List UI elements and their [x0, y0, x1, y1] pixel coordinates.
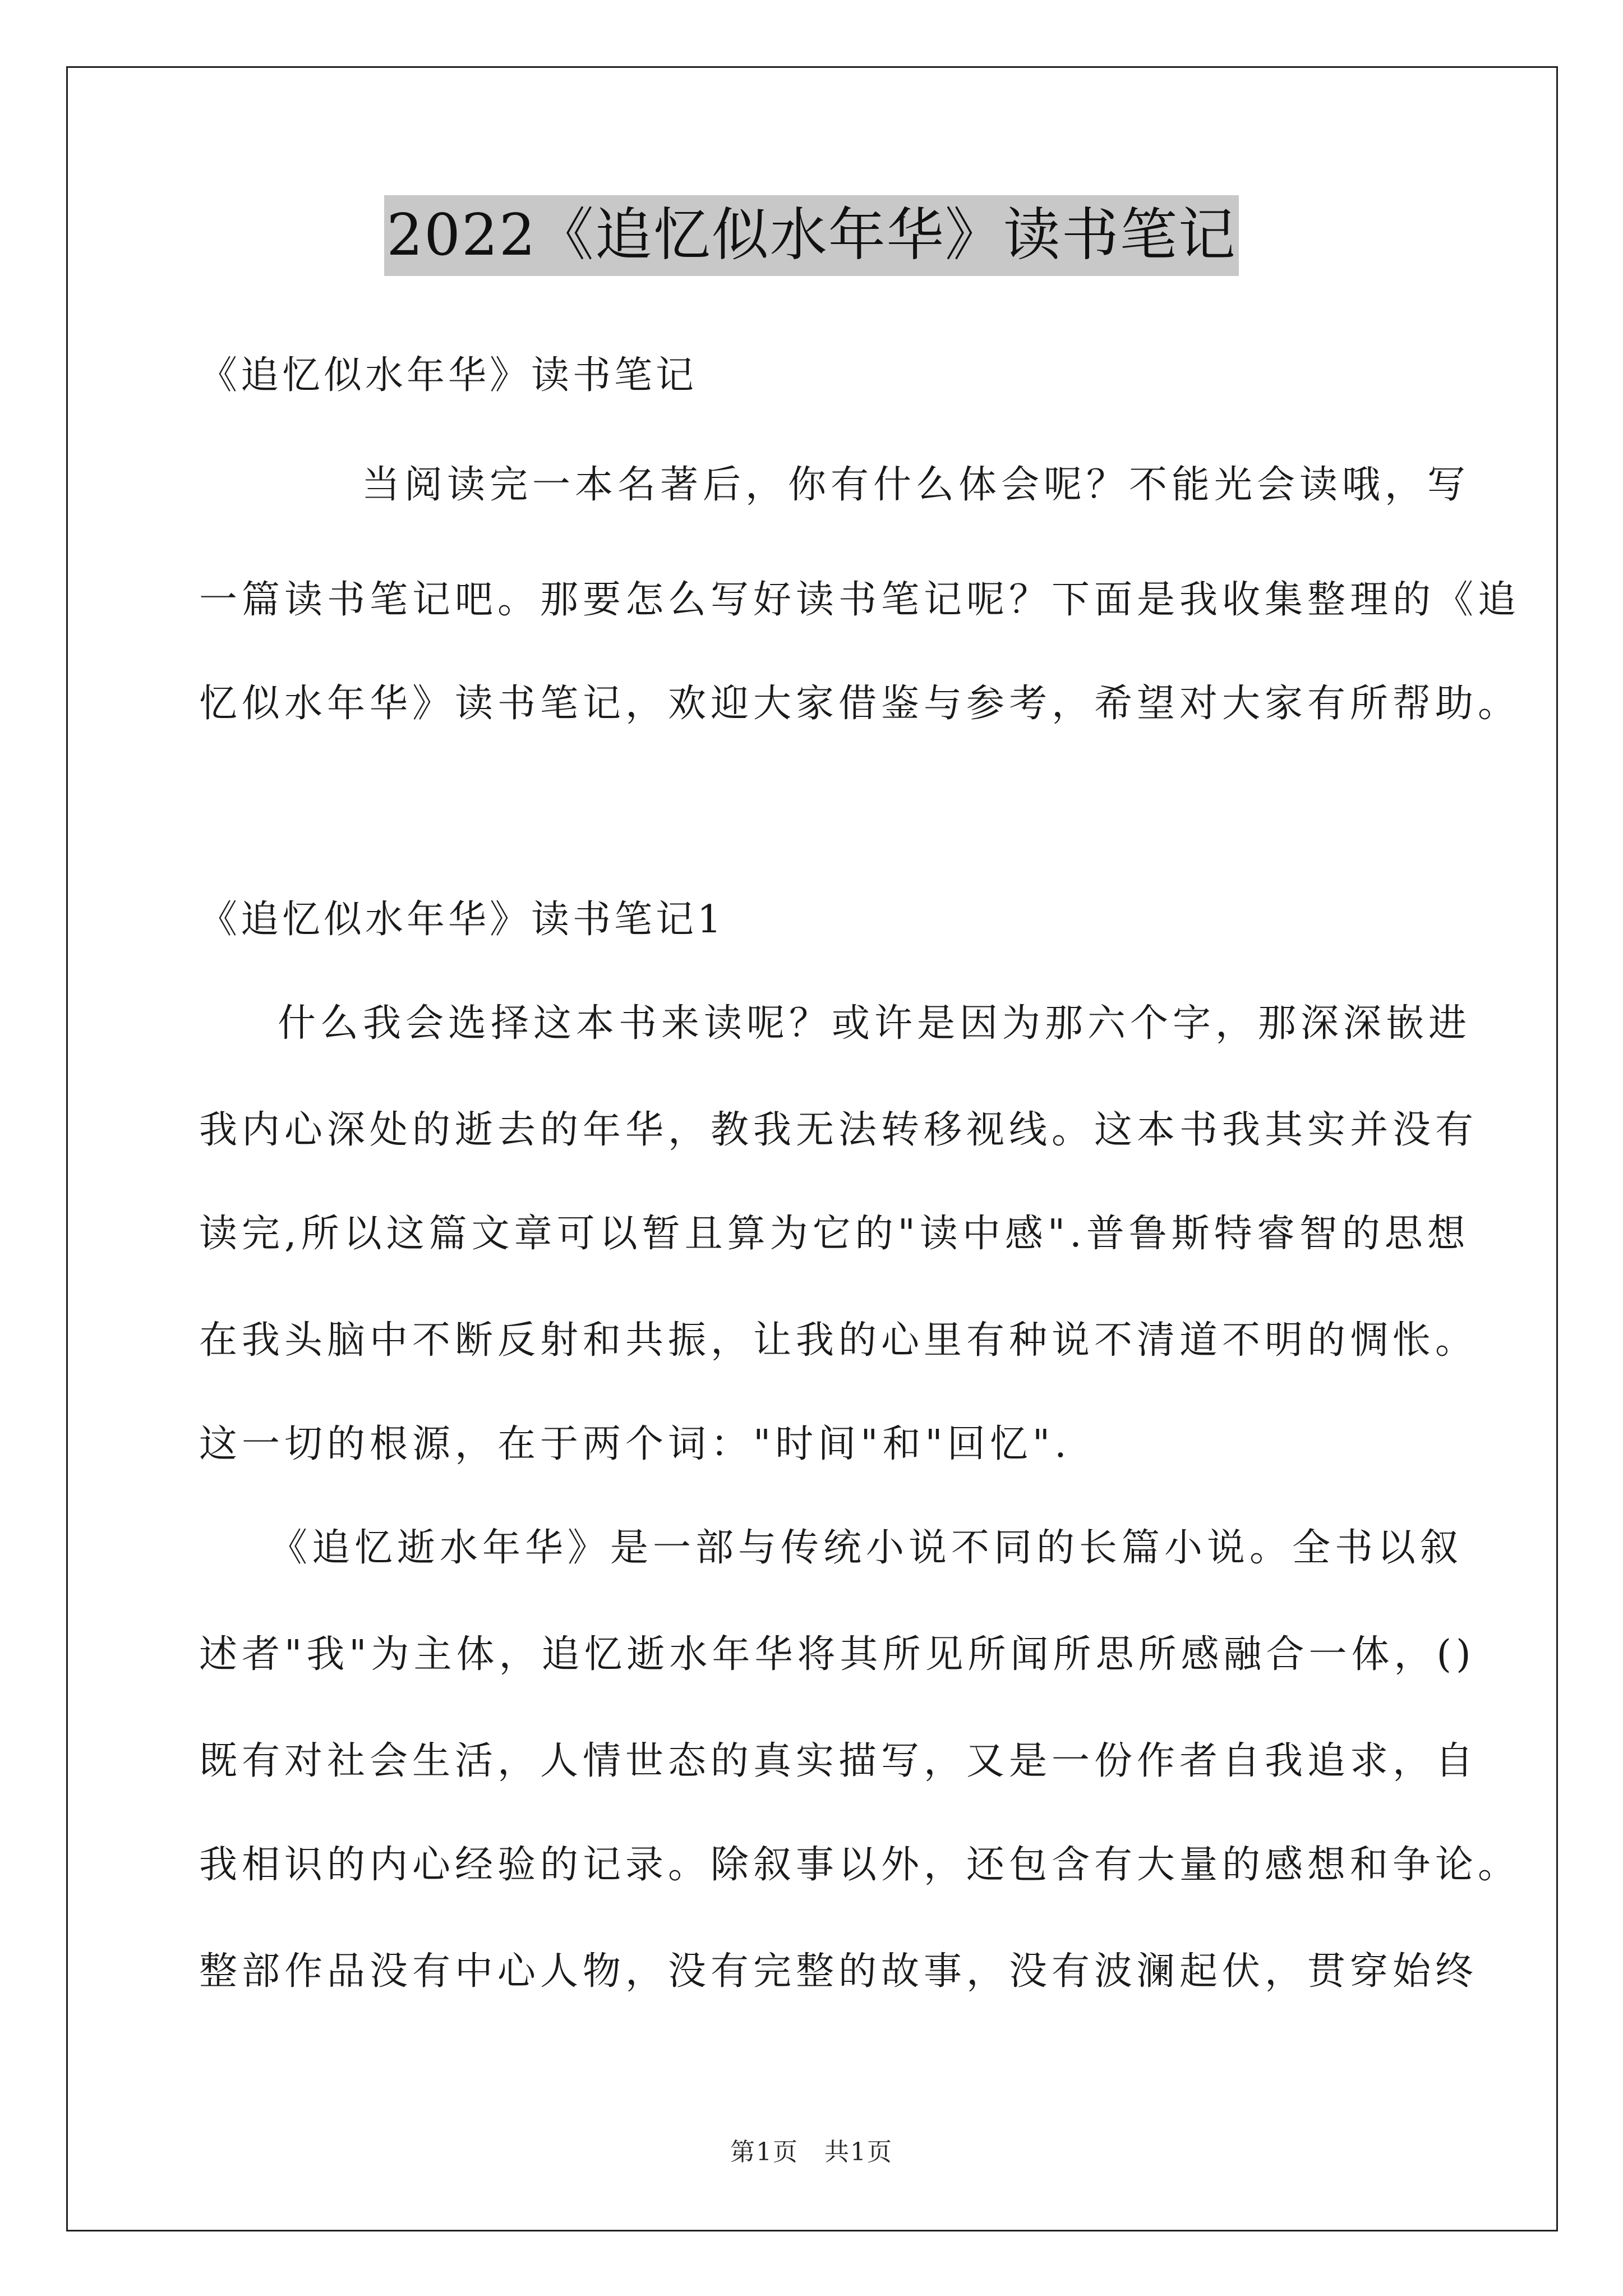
body-line-5: 这一切的根源，在于两个词："时间"和"回忆". — [199, 1422, 1071, 1466]
intro-line-3: 忆似水年华》读书笔记，欢迎大家借鉴与参考，希望对大家有所帮助。 — [199, 682, 1521, 726]
intro-line-2: 一篇读书笔记吧。那要怎么写好读书笔记呢？下面是我收集整理的《追 — [199, 578, 1521, 622]
document-title: 2022《追忆似水年华》读书笔记 — [384, 195, 1239, 276]
body-line-10: 整部作品没有中心人物，没有完整的故事，没有波澜起伏，贯穿始终 — [199, 1949, 1478, 1994]
body-line-7: 述者"我"为主体，追忆逝水年华将其所见所闻所思所感融合一体，() — [199, 1632, 1476, 1677]
body-line-2: 我内心深处的逝去的年华，教我无法转移视线。这本书我其实并没有 — [199, 1108, 1478, 1152]
body-line-8: 既有对社会生活，人情世态的真实描写，又是一份作者自我追求，自 — [199, 1739, 1478, 1783]
body-line-1: 什么我会选择这本书来读呢？或许是因为那六个字，那深深嵌进 — [278, 1001, 1472, 1046]
section-heading: 《追忆似水年华》读书笔记1 — [199, 898, 725, 942]
body-line-9: 我相识的内心经验的记录。除叙事以外，还包含有大量的感想和争论。 — [199, 1843, 1521, 1887]
page-footer: 第1页 共1页 — [730, 2138, 893, 2166]
intro-line-1: 当阅读完一本名著后，你有什么体会呢？不能光会读哦，写 — [362, 463, 1470, 507]
document-subtitle: 《追忆似水年华》读书笔记 — [199, 353, 698, 398]
body-line-6: 《追忆逝水年华》是一部与传统小说不同的长篇小说。全书以叙 — [269, 1526, 1463, 1570]
body-line-3: 读完,所以这篇文章可以暂且算为它的"读中感".普鲁斯特睿智的思想 — [199, 1212, 1470, 1256]
title-container — [0, 195, 1623, 276]
body-line-4: 在我头脑中不断反射和共振，让我的心里有种说不清道不明的惆怅。 — [199, 1318, 1478, 1363]
